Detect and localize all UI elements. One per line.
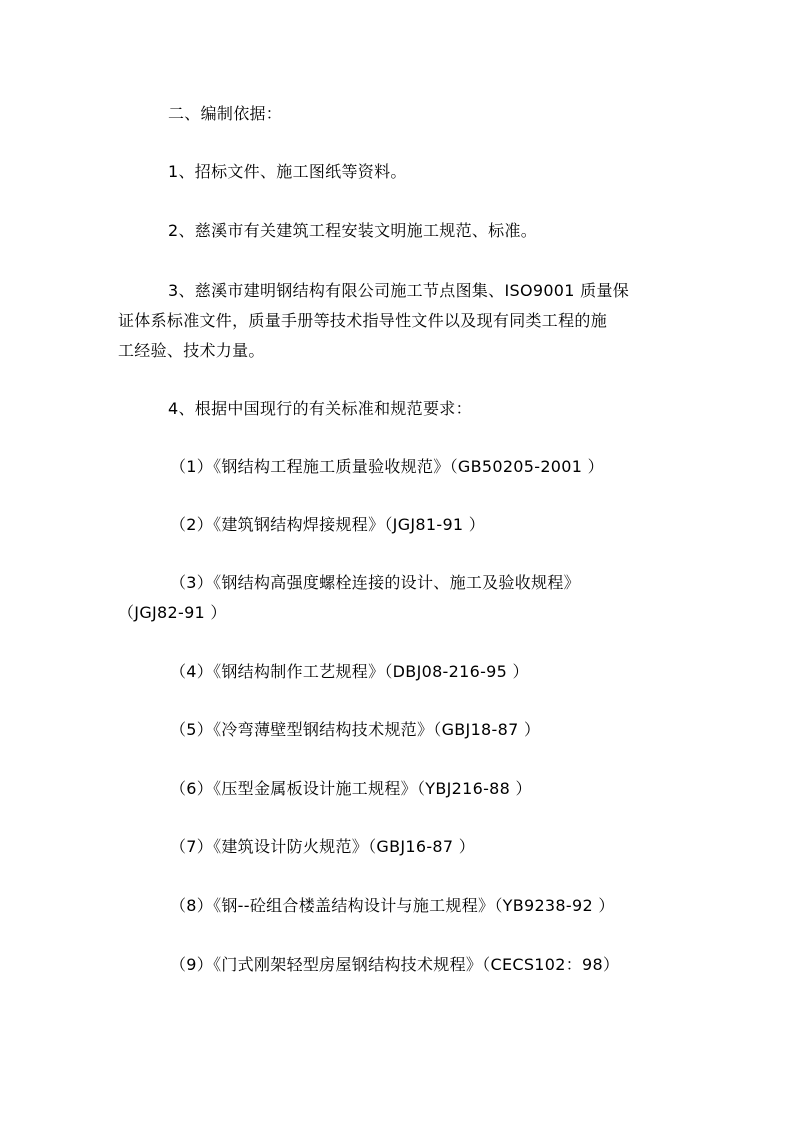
basis-item-2: 2、慈溪市有关建筑工程安装文明施工规范、标准。 (168, 221, 538, 240)
basis-item-4: 4、根据中国现行的有关标准和规范要求： (168, 399, 472, 418)
standard-item-3-line-2: （JGJ82-91 ） (118, 603, 227, 622)
standard-item-3-line-1: （3）《钢结构高强度螺栓连接的设计、施工及验收规程》 (170, 573, 580, 592)
basis-item-3-line-3: 工经验、技术力量。 (118, 341, 265, 360)
standard-item-6: （6）《压型金属板设计施工规程》（YBJ216-88 ） (170, 779, 532, 798)
standard-item-5: （5）《冷弯薄壁型钢结构技术规范》（GBJ18-87 ） (170, 720, 541, 739)
standard-item-8: （8）《钢--砼组合楼盖结构设计与施工规程》（YB9238-92 ） (170, 896, 615, 915)
basis-item-1: 1、招标文件、施工图纸等资料。 (168, 162, 407, 181)
standard-item-9: （9）《门式刚架轻型房屋钢结构技术规程》（CECS102：98） (170, 955, 620, 974)
basis-item-3-line-1: 3、慈溪市建明钢结构有限公司施工节点图集、ISO9001 质量保 (168, 281, 630, 300)
standard-item-7: （7）《建筑设计防火规范》（GBJ16-87 ） (170, 837, 476, 856)
standard-item-1: （1）《钢结构工程施工质量验收规范》（GB50205-2001 ） (170, 457, 604, 476)
standard-item-2: （2）《建筑钢结构焊接规程》（JGJ81-91 ） (170, 515, 486, 534)
basis-item-3-line-2: 证体系标准文件，质量手册等技术指导性文件以及现有同类工程的施 (118, 311, 608, 330)
standard-item-4: （4）《钢结构制作工艺规程》（DBJ08-216-95 ） (170, 662, 529, 681)
section-heading: 二、编制依据： (168, 104, 283, 123)
